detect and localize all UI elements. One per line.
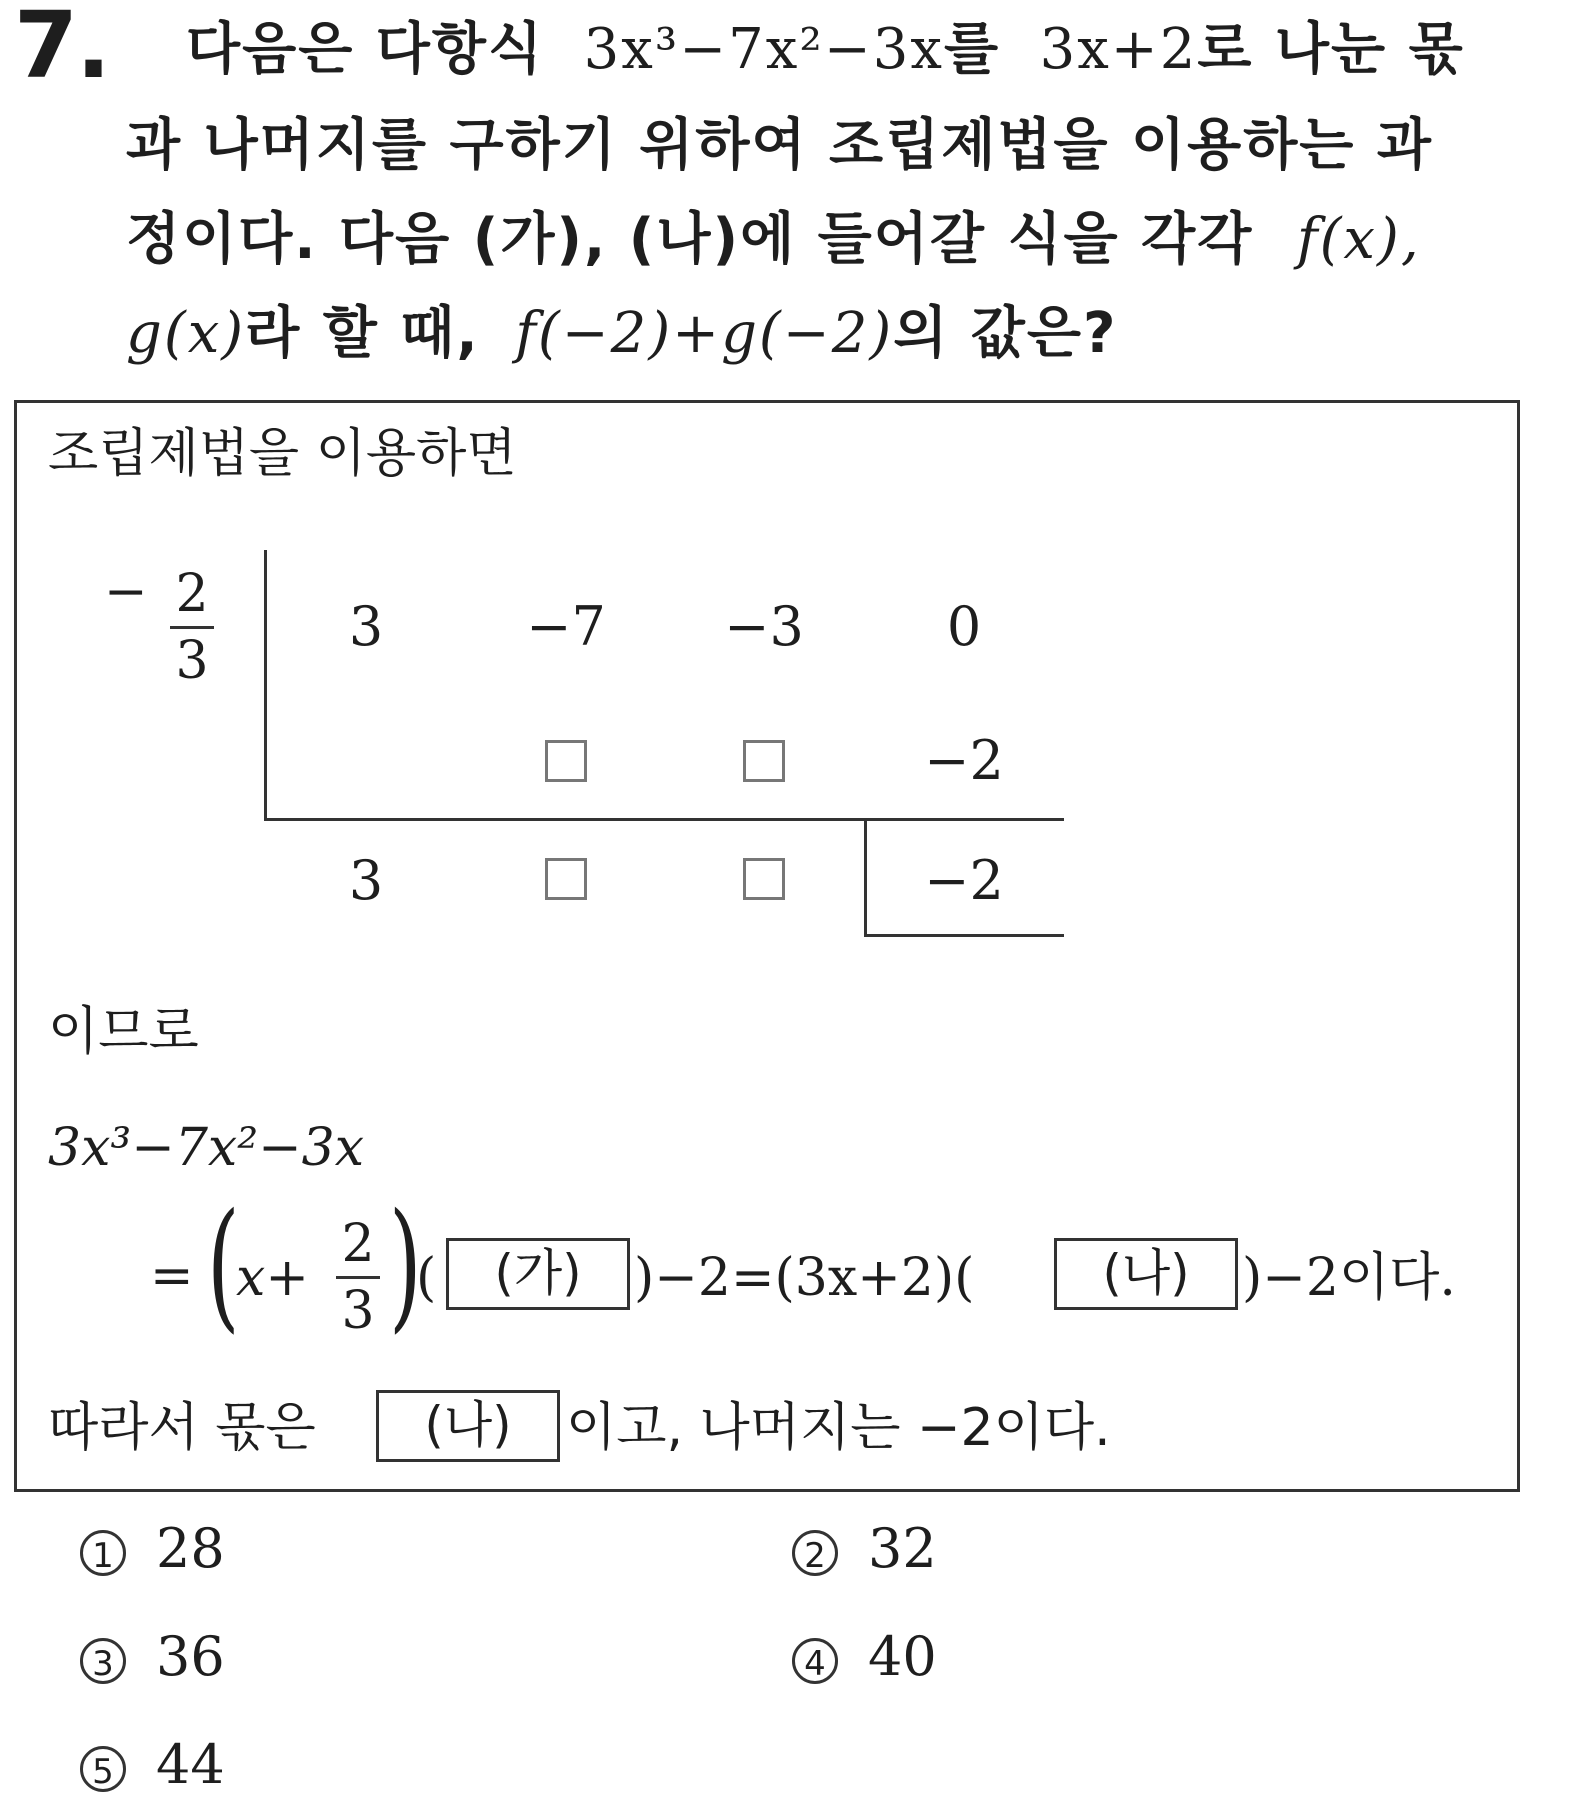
equation-middle: )−2=(3x+2)( [634, 1248, 975, 1308]
therefore-text: 이므로 [48, 1002, 199, 1062]
remainder-vertical-line [864, 818, 867, 936]
paren-open: ( [416, 1248, 437, 1308]
divisor-denominator: 3 [175, 631, 209, 691]
equation-end: )−2이다. [1242, 1248, 1456, 1308]
choice-2[interactable] [792, 1517, 937, 1580]
divisor-numerator: 2 [175, 564, 209, 624]
x-plus: x+ [236, 1248, 309, 1308]
final-text-b: 이고, 나머지는 −2이다. [566, 1398, 1111, 1458]
division-horizontal-line [264, 818, 1064, 821]
blank-box [545, 740, 587, 782]
blank-box [743, 740, 785, 782]
coefficient: 0 [946, 595, 982, 658]
divisor-fraction [170, 564, 214, 691]
function-f: f(x), [1296, 207, 1421, 272]
fraction-bar [170, 626, 214, 629]
choice-value: 44 [156, 1733, 225, 1796]
blank-box [545, 858, 587, 900]
question-text: 다음은 다항식 [186, 17, 545, 82]
left-paren: ( [206, 1184, 240, 1347]
choice-value: 40 [868, 1625, 937, 1688]
label-na-box: (나) [1054, 1238, 1238, 1310]
final-text-a: 따라서 몫은 [48, 1398, 316, 1458]
function-g: g(x) [126, 301, 246, 366]
question-line-3 [126, 207, 1421, 272]
blank-box [743, 858, 785, 900]
fraction-numerator: 2 [341, 1214, 375, 1274]
choice-mark: 3 [80, 1638, 126, 1684]
question-text: 의 값은? [893, 301, 1118, 366]
target-expression: f(−2)+g(−2) [515, 301, 894, 366]
solution-intro: 조립제법을 이용하면 [48, 424, 517, 484]
question-text: 로 나눈 몫 [1197, 17, 1465, 82]
question-line-4 [126, 301, 1118, 366]
remainder-value: −2 [924, 849, 1004, 912]
choice-value: 36 [156, 1625, 225, 1688]
final-label-box: (나) [376, 1390, 560, 1462]
question-number: 7. [14, 0, 109, 99]
equals-sign: = [150, 1246, 194, 1306]
remainder-underline [864, 934, 1064, 937]
choice-mark: 2 [792, 1530, 838, 1576]
fraction-bar [336, 1276, 380, 1279]
polynomial-line: 3x³−7x²−3x [48, 1118, 365, 1178]
coefficient: −3 [724, 595, 804, 658]
coefficient: 3 [348, 595, 384, 658]
choice-5[interactable] [80, 1733, 225, 1796]
solution-box [14, 400, 1520, 1492]
question-line-2: 과 나머지를 구하기 위하여 조립제법을 이용하는 과 [126, 113, 1433, 178]
coefficient: −7 [526, 595, 606, 658]
eq-fraction [336, 1214, 380, 1341]
question-text: 를 [943, 17, 1001, 82]
choice-3[interactable] [80, 1625, 225, 1688]
choice-mark: 5 [80, 1746, 126, 1792]
question-line-1 [186, 17, 1465, 82]
choice-1[interactable] [80, 1517, 225, 1580]
divisor: 3x+2 [1039, 17, 1198, 82]
choice-value: 28 [156, 1517, 225, 1580]
row2-value: −2 [924, 729, 1004, 792]
question-text: 정이다. 다음 (가), (나)에 들어갈 식을 각각 [126, 207, 1254, 272]
choice-4[interactable] [792, 1625, 937, 1688]
label-ga-box: (가) [446, 1238, 630, 1310]
fraction-denominator: 3 [341, 1281, 375, 1341]
choice-value: 32 [868, 1517, 937, 1580]
choice-mark: 1 [80, 1530, 126, 1576]
divisor-sign: − [104, 562, 148, 622]
polynomial: 3x³−7x²−3x [583, 17, 944, 82]
question-text: 라 할 때, [245, 301, 480, 366]
quotient-coefficient: 3 [348, 849, 384, 912]
choice-mark: 4 [792, 1638, 838, 1684]
division-vertical-line [264, 550, 267, 820]
right-paren: ) [388, 1184, 422, 1347]
